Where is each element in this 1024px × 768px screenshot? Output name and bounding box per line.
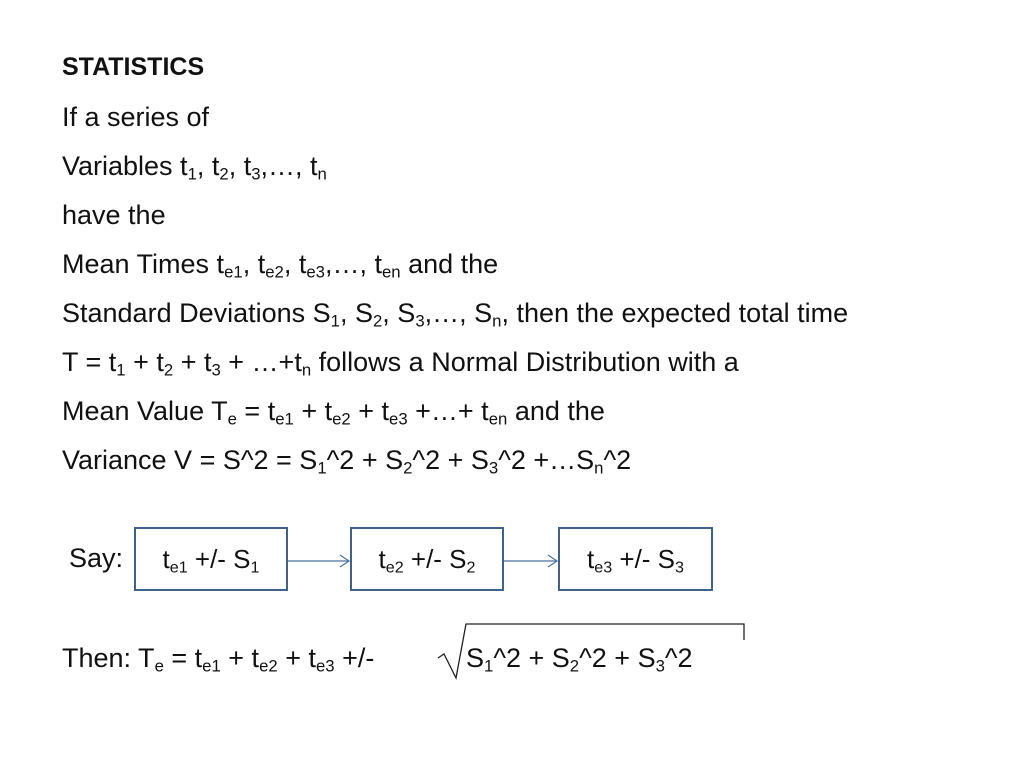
text-line-series: If a series of <box>62 102 210 132</box>
arrow-icon-1 <box>288 549 352 573</box>
activity-box-3 <box>558 527 713 591</box>
text-line-mean-times: Mean Times $t_{e1}$, $t_{e2}$, $t_{e3},\dots$, $t_{en}$ and the <box>62 249 499 282</box>
activity-box-2 <box>350 527 504 591</box>
text-line-have-the: have the <box>62 200 166 230</box>
activity-box-1 <box>134 527 288 591</box>
text-line-total-time: $T = t_1 + t_2 + t_3$ + $\dots+t_n$ follows a Normal Distribution with a <box>62 347 739 380</box>
text-line-variables: Variables $t_1$, $t_2$, $t_3,\dots$, $t_n$ <box>62 151 327 184</box>
conclusion-formula: Then: $T_e = t_{e1} + t_{e2} + t_{e3}$ +/- <box>62 643 375 676</box>
say-label: Say: <box>69 543 124 573</box>
slide-title: STATISTICS <box>62 53 205 81</box>
text-line-standard-deviations: Standard Deviations $S_1$, $S_2$, $S_3,\dots$, $S_n$, then the expected total time <box>62 298 849 331</box>
text-line-variance: Variance V = S^2 = $S_1\^{}2$ + $S_2\^{}2$ + $S_3\^{}2$ $+\dots S_n\^{}2$ <box>62 445 632 478</box>
sqrt-expression: $S_1\^{}2$ + $S_2\^{}2$ + $S_3\^{}2$ <box>466 643 693 676</box>
arrow-icon-2 <box>504 549 560 573</box>
activity-box-1-label: $t_{e1}$ +/- $S_1$ <box>162 543 260 576</box>
activity-box-2-label: $t_{e2}$ +/- $S_2$ <box>378 543 476 576</box>
text-line-mean-value: Mean Value $T_e = t_{e1} + t_{e2} + t_{e3}$ +…+ $t_{en}$ and the <box>62 396 605 429</box>
activity-box-3-label: $t_{e3}$ +/- $S_3$ <box>587 543 684 576</box>
